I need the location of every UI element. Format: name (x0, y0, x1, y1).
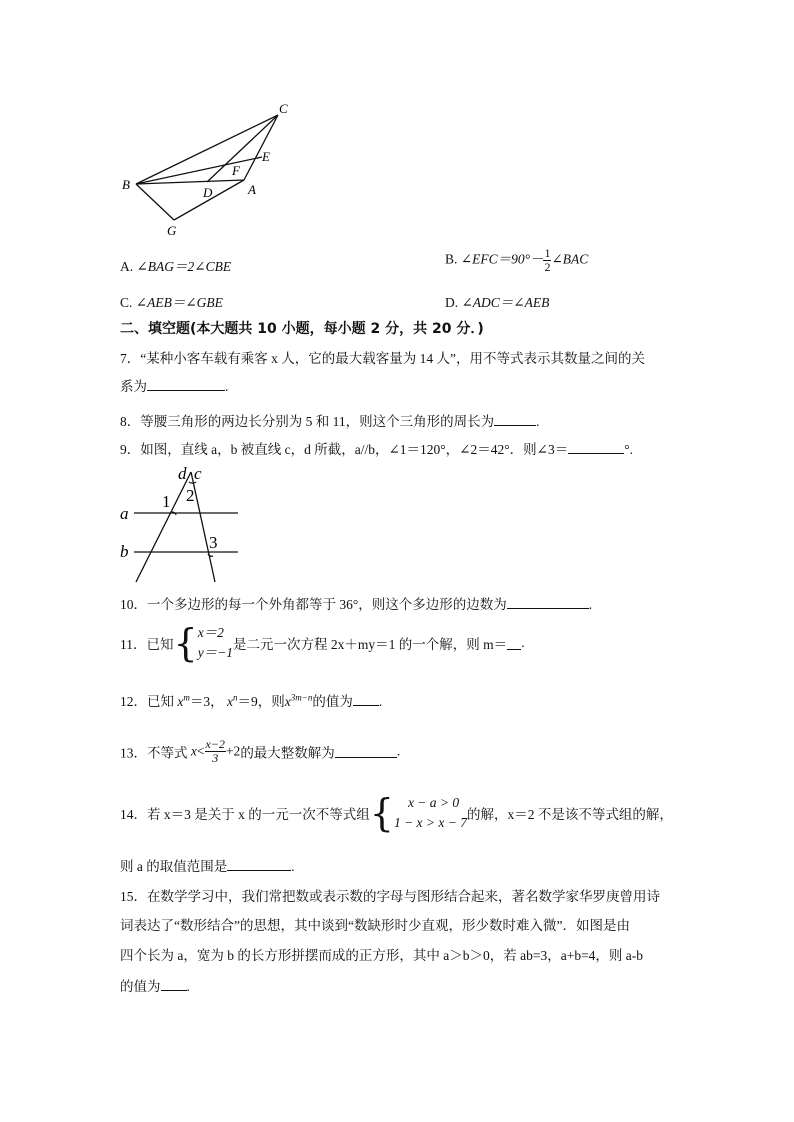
label-E: E (262, 149, 270, 164)
option-b: B. ∠EFC＝90°－ $\frac{1}{2}$ ∠BAC (445, 246, 589, 274)
label-G: G (167, 223, 177, 238)
label-3: 3 (209, 533, 218, 552)
q11: 11．已知{ x＝2 y＝−1 是二元一次方程 2x＋my＝1 的一个解，则 m＝ . (120, 621, 525, 665)
line-c (191, 472, 215, 582)
label-B: B (122, 177, 130, 192)
answer-blank[interactable] (227, 858, 291, 871)
answer-blank[interactable] (335, 745, 397, 758)
segment-bc (136, 115, 278, 184)
q12: 12．已知 $x^m=3$， $x^n=9$，则$x^{3m-n}$的值为 . (120, 692, 383, 709)
answer-blank[interactable] (507, 637, 521, 650)
label-b: b (120, 542, 129, 561)
equation-system: x＝2 y＝−1 (197, 625, 234, 660)
answer-blank[interactable] (161, 978, 187, 991)
q7-line1: 7．“某种小客车载有乘客 x 人，它的最大载客量为 14 人”，用不等式表示其数量之间的关 (120, 351, 645, 366)
q15-line1: 15．在数学学习中，我们常把数或表示数的字母与图形结合起来，著名数学家华罗庚曾用诗 (120, 889, 660, 904)
answer-blank[interactable] (353, 693, 379, 706)
inequality-system: x − a > 0 1 − x > x − 7 (393, 795, 468, 830)
parallel-lines-figure (116, 460, 251, 585)
answer-blank[interactable] (568, 441, 624, 454)
q13: 13．不等式 x< $\frac{x-2}{3}$ +2的最大整数解为 . (120, 737, 401, 765)
q14-line1: 14．若 x＝3 是关于 x 的一元一次不等式组{ x − a > 0 1 − x > x − 7 的解，x＝2 不是该不等式组的解， (120, 791, 673, 835)
q8: 8．等腰三角形的两边长分别为 5 和 11，则这个三角形的周长为 . (120, 414, 540, 429)
label-d: d (178, 464, 187, 483)
q14-line2: 则 a 的取值范围是 . (120, 859, 295, 874)
triangle-figure (110, 95, 310, 240)
label-a: a (120, 504, 129, 523)
section-title: 二、填空题(本大题共 10 小题，每小题 2 分，共 20 分．) (120, 321, 484, 337)
q9: 9．如图，直线 a，b 被直线 c，d 所截，a//b，∠1＝120°，∠2＝42°．则∠3＝ °. (120, 442, 633, 457)
q10: 10．一个多边形的每一个外角都等于 36°，则这个多边形的边数为 . (120, 597, 593, 612)
fraction-x-minus-2-over-3: $\frac{x-2}{3}$ (205, 737, 225, 765)
q15-line2: 词表达了“数形结合”的思想，其中谈到“数缺形时少直观，形少数时难入微”．如图是由 (120, 918, 630, 933)
label-D: D (203, 185, 213, 200)
label-1: 1 (162, 492, 171, 511)
answer-blank[interactable] (494, 413, 536, 426)
segment-ca (244, 115, 278, 180)
option-a: A. ∠BAG＝2∠CBE (120, 259, 232, 274)
fraction-half: $\frac{1}{2}$ (544, 246, 551, 274)
q15-line4: 的值为 . (120, 979, 190, 994)
label-c: c (194, 464, 202, 483)
label-C: C (279, 101, 288, 116)
segment-bg (136, 184, 174, 220)
label-F: F (232, 163, 240, 178)
label-A: A (248, 182, 256, 197)
angle-3-arc (208, 554, 213, 556)
brace-icon: { (173, 621, 198, 665)
line-d (136, 472, 191, 582)
option-d: D. ∠ADC＝∠AEB (445, 295, 550, 310)
answer-blank[interactable] (507, 596, 589, 609)
q15-line3: 四个长为 a，宽为 b 的长方形拼摆而成的正方形，其中 a＞b＞0，若 ab=3，a+b=4，则 a-b (120, 948, 644, 963)
brace-icon: { (369, 791, 394, 835)
answer-blank[interactable] (147, 378, 225, 391)
q7-line2: 系为 . (120, 379, 229, 394)
option-c: C. ∠AEB＝∠GBE (120, 295, 223, 310)
label-2: 2 (186, 486, 195, 505)
